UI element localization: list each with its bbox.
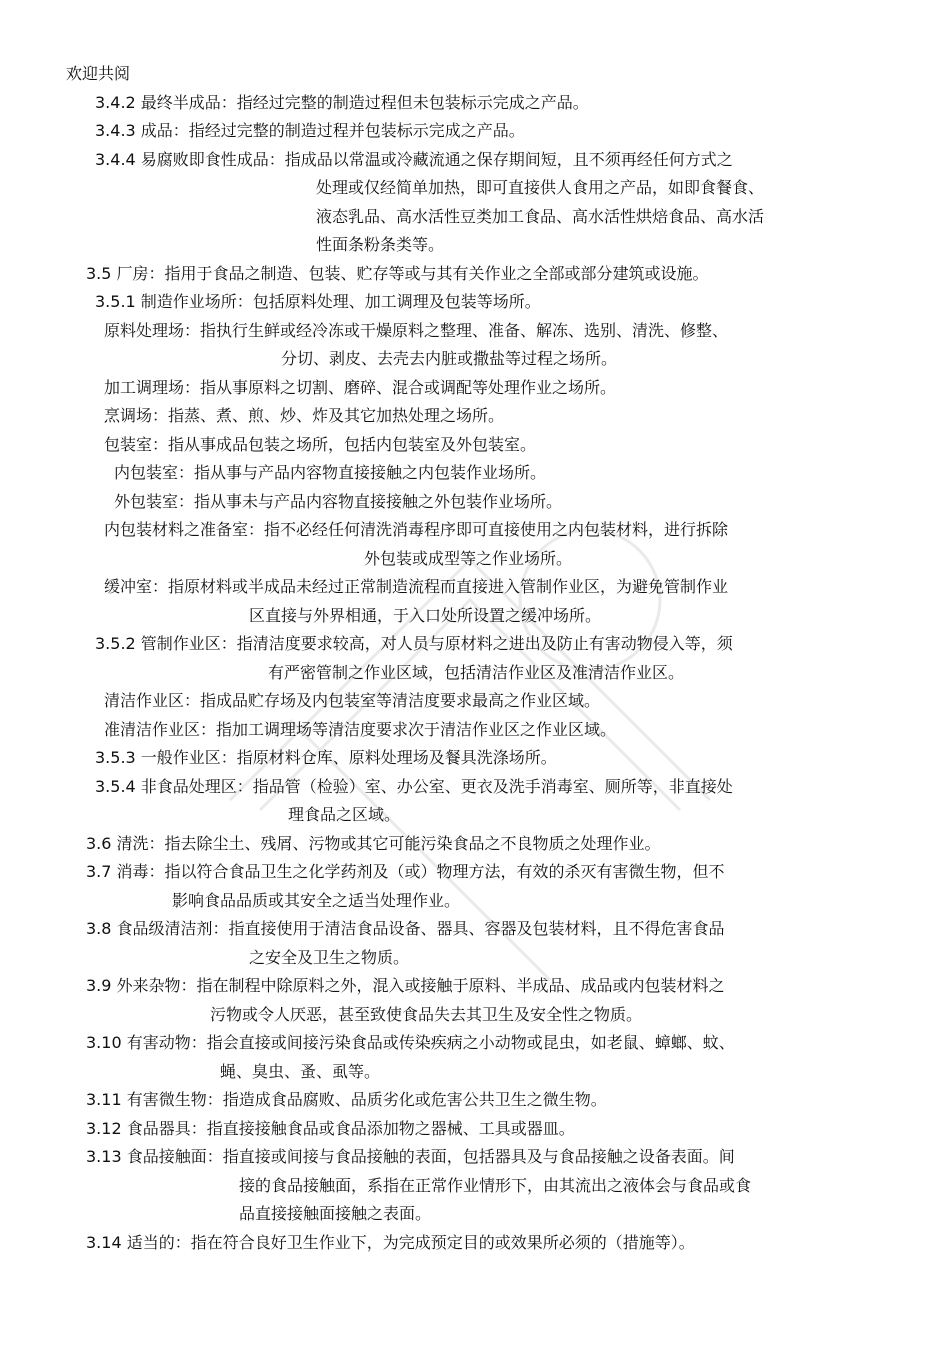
doc-line: 3.9 外来杂物：指在制程中除原料之外，混入或接触于原料、半成品、成品或内包装材料之 bbox=[86, 976, 725, 995]
doc-line: 3.5.3 一般作业区：指原材料仓库、原料处理场及餐具洗涤场所。 bbox=[95, 748, 557, 767]
doc-line: 外包装室：指从事未与产品内容物直接接触之外包装作业场所。 bbox=[114, 491, 563, 511]
doc-line: 蝇、臭虫、蚤、虱等。 bbox=[220, 1061, 381, 1081]
doc-line: 3.5.1 制造作业场所：包括原料处理、加工调理及包装等场所。 bbox=[95, 292, 541, 311]
doc-line: 分切、剥皮、去壳去内脏或撒盐等过程之场所。 bbox=[281, 349, 618, 368]
doc-line: 准清洁作业区：指加工调理场等清洁度要求次于清洁作业区之作业区域。 bbox=[104, 719, 617, 739]
doc-line: 3.5 厂房：指用于食品之制造、包装、贮存等或与其有关作业之全部或部分建筑或设施。 bbox=[86, 263, 709, 283]
doc-line: 3.8 食品级清洁剂：指直接使用于清洁食品设备、器具、容器及包装材料，且不得危害食品 bbox=[86, 919, 725, 938]
doc-line: 区直接与外界相通，于入口处所设置之缓冲场所。 bbox=[249, 605, 602, 625]
doc-line: 烹调场：指蒸、煮、煎、炒、炸及其它加热处理之场所。 bbox=[104, 406, 505, 425]
doc-line: 有严密管制之作业区域，包括清洁作业区及准清洁作业区。 bbox=[268, 662, 685, 682]
doc-line: 加工调理场：指从事原料之切割、磨碎、混合或调配等处理作业之场所。 bbox=[104, 377, 617, 397]
page-header: 欢迎共阅 bbox=[66, 64, 131, 83]
doc-line: 原料处理场：指执行生鲜或经冷冻或干燥原料之整理、准备、解冻、选别、清洗、修整、 bbox=[104, 320, 729, 340]
doc-line: 3.7 消毒：指以符合食品卫生之化学药剂及（或）物理方法，有效的杀灭有害微生物，但不 bbox=[86, 862, 725, 881]
doc-line: 3.12 食品器具：指直接接触食品或食品添加物之器械、工具或器皿。 bbox=[86, 1118, 575, 1138]
doc-line: 3.11 有害微生物：指造成食品腐败、品质劣化或危害公共卫生之微生物。 bbox=[86, 1090, 607, 1109]
doc-line: 理食品之区域。 bbox=[288, 805, 401, 824]
doc-line: 3.13 食品接触面：指直接或间接与食品接触的表面，包括器具及与食品接触之设备表面。间 bbox=[86, 1147, 735, 1166]
doc-line: 包装室：指从事成品包装之场所，包括内包装室及外包装室。 bbox=[104, 434, 537, 454]
doc-line: 影响食品品质或其安全之适当处理作业。 bbox=[172, 890, 461, 910]
doc-line: 3.10 有害动物：指会直接或间接污染食品或传染疾病之小动物或昆虫，如老鼠、蟑螂、蚊、 bbox=[86, 1033, 735, 1052]
doc-line: 3.4.3 成品：指经过完整的制造过程并包装标示完成之产品。 bbox=[95, 121, 525, 140]
doc-line: 之安全及卫生之物质。 bbox=[249, 947, 410, 967]
doc-line: 3.4.2 最终半成品：指经过完整的制造过程但未包装标示完成之产品。 bbox=[95, 92, 589, 112]
doc-line: 3.14 适当的：指在符合良好卫生作业下，为完成预定目的或效果所必须的（措施等）。 bbox=[86, 1232, 695, 1252]
doc-line: 品直接接触面接触之表面。 bbox=[239, 1204, 432, 1223]
doc-line: 缓冲室：指原材料或半成品未经过正常制造流程而直接进入管制作业区，为避免管制作业 bbox=[104, 577, 729, 596]
doc-line: 3.5.4 非食品处理区：指品管（检验）室、办公室、更衣及洗手消毒室、厕所等，非直接处 bbox=[95, 776, 733, 796]
doc-line: 处理或仅经简单加热，即可直接供人食用之产品，如即食餐食、 bbox=[316, 178, 765, 197]
doc-line: 性面条粉条类等。 bbox=[316, 235, 445, 254]
doc-line: 3.6 清洗：指去除尘土、残屑、污物或其它可能污染食品之不良物质之处理作业。 bbox=[86, 833, 661, 853]
doc-line: 内包装室：指从事与产品内容物直接接触之内包装作业场所。 bbox=[114, 463, 547, 482]
doc-line: 内包装材料之准备室：指不必经任何清洗消毒程序即可直接使用之内包装材料，进行拆除 bbox=[104, 520, 729, 539]
doc-line: 液态乳品、高水活性豆类加工食品、高水活性烘焙食品、高水活 bbox=[316, 206, 765, 226]
doc-line: 污物或令人厌恶，甚至致使食品失去其卫生及安全性之物质。 bbox=[210, 1004, 643, 1024]
doc-line: 清洁作业区：指成品贮存场及内包装室等清洁度要求最高之作业区域。 bbox=[104, 691, 601, 710]
doc-line: 3.5.2 管制作业区：指清洁度要求较高，对人员与原材料之进出及防止有害动物侵入等，须 bbox=[95, 634, 733, 653]
doc-line: 3.4.4 易腐败即食性成品：指成品以常温或冷藏流通之保存期间短，且不须再经任何方式之 bbox=[95, 149, 733, 169]
doc-line: 接的食品接触面，系指在正常作业情形下，由其流出之液体会与食品或食 bbox=[239, 1175, 752, 1195]
doc-line: 外包装或成型等之作业场所。 bbox=[364, 548, 573, 568]
